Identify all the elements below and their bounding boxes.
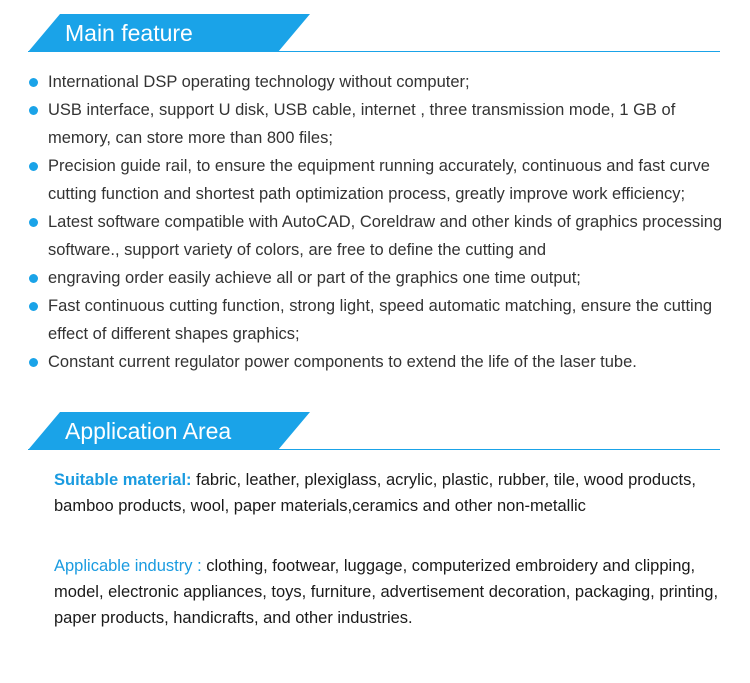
bullet-icon xyxy=(29,274,38,283)
feature-text: Latest software compatible with AutoCAD, Coreldraw and other kinds of graphics processing software., support variety of colors, are free to define the cutting and xyxy=(48,213,723,259)
feature-item xyxy=(28,348,728,376)
application-area-header xyxy=(28,412,720,450)
feature-text: International DSP operating technology without computer; xyxy=(48,73,470,91)
application-area-title: Application Area xyxy=(65,418,232,444)
feature-text: Fast continuous cutting function, strong light, speed automatic matching, ensure the cutting effect of different shapes graphics; xyxy=(48,297,713,343)
bullet-icon xyxy=(29,358,38,367)
bullet-icon xyxy=(29,78,38,87)
bullet-icon xyxy=(29,106,38,115)
suitable-material-label: Suitable material: xyxy=(54,471,192,489)
applicable-industry-paragraph xyxy=(54,553,724,631)
main-feature-header xyxy=(28,14,720,52)
bullet-icon xyxy=(29,218,38,227)
feature-list xyxy=(28,68,728,376)
application-area-divider xyxy=(28,449,720,450)
feature-item xyxy=(28,264,728,292)
feature-item xyxy=(28,96,728,152)
feature-text: engraving order easily achieve all or part of the graphics one time output; xyxy=(48,269,581,287)
feature-text: USB interface, support U disk, USB cable, internet , three transmission mode, 1 GB of memory, can store more than 800 files; xyxy=(48,101,676,147)
bullet-icon xyxy=(29,302,38,311)
suitable-material-paragraph xyxy=(54,467,724,519)
applicable-industry-label: Applicable industry : xyxy=(54,557,202,575)
feature-item xyxy=(28,68,728,96)
bullet-icon xyxy=(29,162,38,171)
feature-text: Constant current regulator power components to extend the life of the laser tube. xyxy=(48,353,637,371)
feature-item xyxy=(28,152,728,208)
feature-text: Precision guide rail, to ensure the equipment running accurately, continuous and fast curve cutting function and shortest path optimization process, greatly improve work efficiency; xyxy=(48,157,710,203)
main-feature-divider xyxy=(28,51,720,52)
suitable-material-text: fabric, leather, plexiglass, acrylic, plastic, rubber, tile, wood products, bamboo products, wool, paper materials,ceramics and other non-metallic xyxy=(54,471,696,515)
feature-item xyxy=(28,208,728,264)
applicable-industry-text: clothing, footwear, luggage, computerized embroidery and clipping, model, electronic appliances, toys, furniture, advertisement decoration, packaging, printing, paper products, handicrafts, and other industries. xyxy=(54,557,719,627)
feature-item xyxy=(28,292,728,348)
main-feature-title: Main feature xyxy=(65,20,193,46)
